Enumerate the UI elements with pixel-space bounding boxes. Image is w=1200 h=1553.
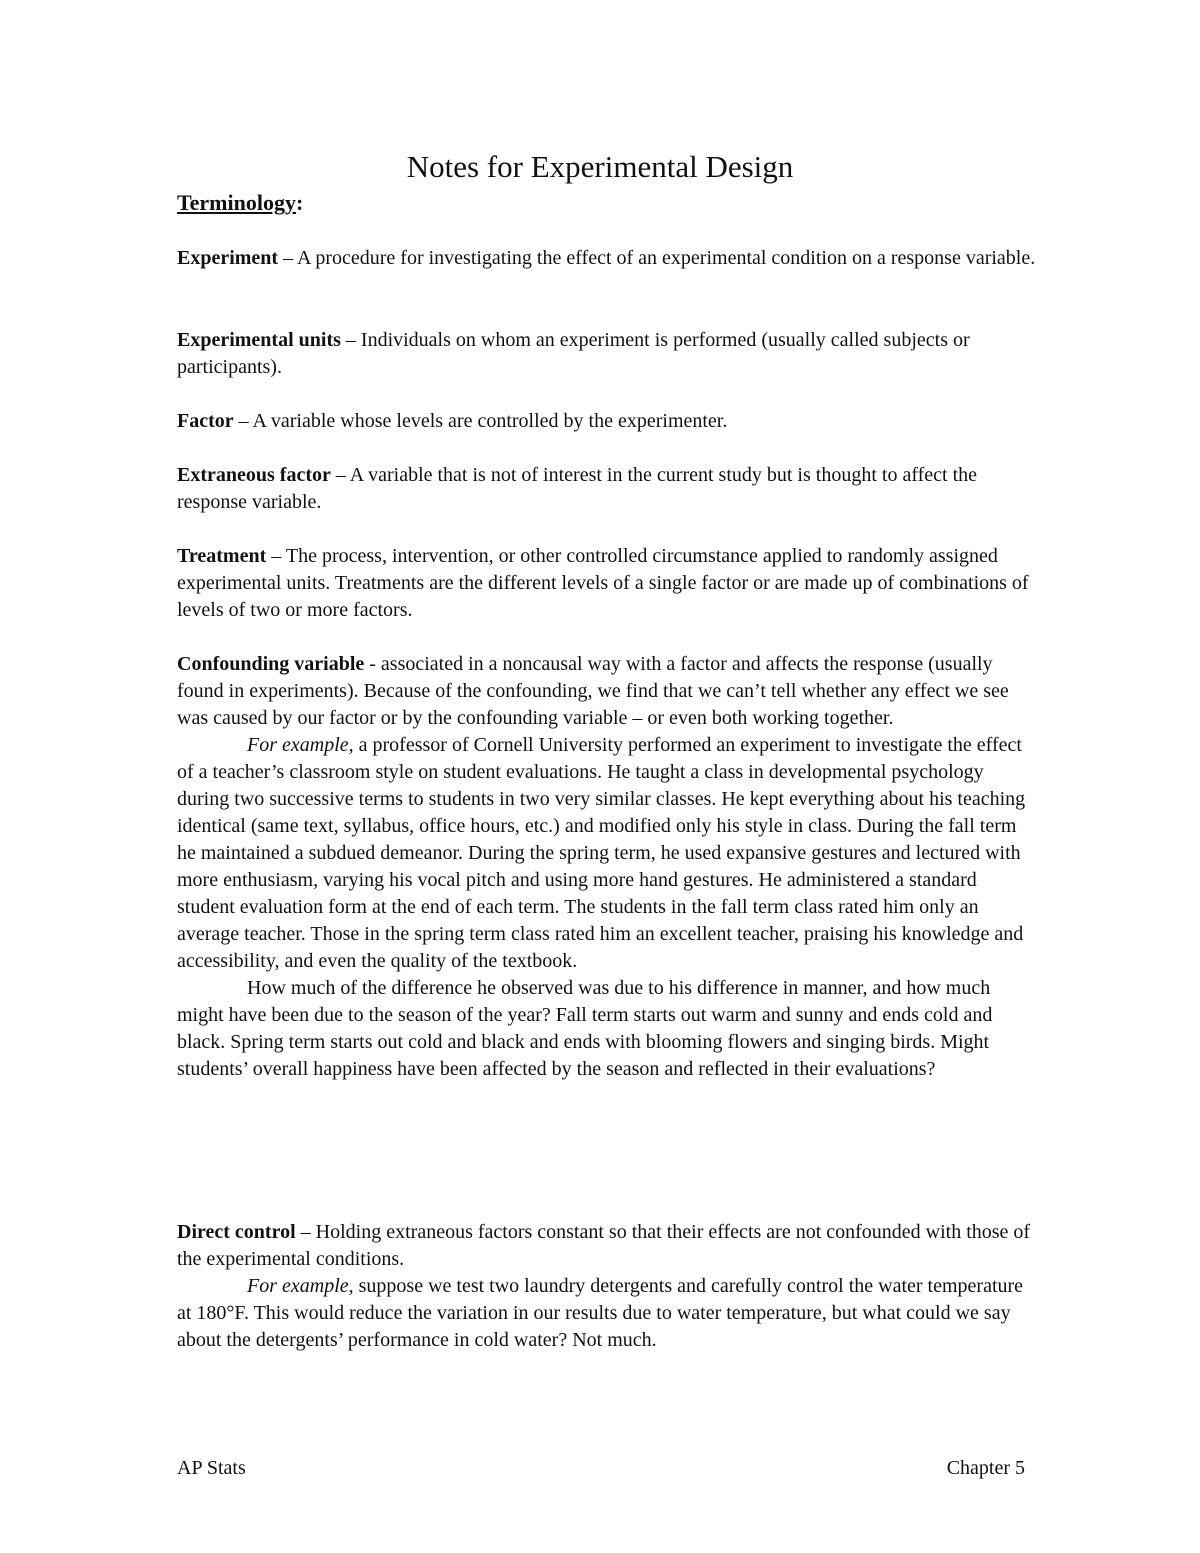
definition-treatment bbox=[177, 543, 1037, 624]
definition-factor bbox=[177, 408, 1037, 435]
definition-text: – A procedure for investigating the effect of an experimental condition on a response variable. bbox=[278, 247, 1036, 269]
definition-term: Extraneous factor bbox=[177, 464, 331, 486]
example-lead: For example bbox=[247, 734, 349, 756]
section-heading-colon: : bbox=[295, 190, 304, 215]
definition-term: Treatment bbox=[177, 545, 267, 567]
definition-text: – Holding extraneous factors constant so that their effects are not confounded with those of the experimental conditions. bbox=[177, 1221, 1031, 1270]
definition-term: Experiment bbox=[177, 247, 279, 269]
definition-direct-control bbox=[177, 1219, 1037, 1354]
definition-term: Direct control bbox=[177, 1221, 296, 1243]
definition-confounding-variable bbox=[177, 651, 1037, 1083]
page-title: Notes for Experimental Design bbox=[406, 149, 794, 184]
example-text: , a professor of Cornell University performed an experiment to investigate the effect of a teacher’s classroom style on student evaluations. He taught a class in developmental psychology during two successive terms to students in two very similar classes. He kept everything about his teaching identical (same text, syllabus, office hours, etc.) and modified only his style in class. During the fall term he maintained a subdued demeanor. During the spring term, he used expansive gestures and lectured with more enthusiasm, varying his vocal pitch and using more hand gestures. He administered a standard student evaluation form at the end of each term. The students in the fall term class rated him only an average teacher. Those in the spring term class rated him an excellent teacher, praising his knowledge and accessibility, and even the quality of the textbook. bbox=[177, 734, 1026, 972]
section-heading bbox=[177, 188, 303, 218]
section-heading-text: Terminology bbox=[177, 190, 296, 215]
definition-term: Confounding variable bbox=[177, 653, 365, 675]
definition-term: Factor bbox=[177, 410, 234, 432]
example-paragraph bbox=[177, 1273, 1037, 1354]
footer-chapter: Chapter 5 bbox=[946, 1457, 1025, 1479]
example-paragraph bbox=[177, 732, 1037, 975]
definition-text: – A variable that is not of interest in the current study but is thought to affect the response variable. bbox=[177, 464, 978, 513]
definition-text: – A variable whose levels are controlled by the experimenter. bbox=[233, 410, 728, 432]
example-lead: For example bbox=[247, 1275, 349, 1297]
definition-term: Experimental units bbox=[177, 329, 341, 351]
definition-text: - associated in a noncausal way with a factor and affects the response (usually found in experiments). Because of the confounding, we find that we can’t tell whether any effect we see was caused by our factor or by the confounding variable – or even both working together. bbox=[177, 653, 1009, 729]
definition-experiment bbox=[177, 245, 1037, 272]
definition-extraneous-factor bbox=[177, 462, 1037, 516]
definition-text: – The process, intervention, or other controlled circumstance applied to randomly assigned experimental units. Treatments are the different levels of a single factor or are made up of combinations of levels of two or more factors. bbox=[177, 545, 1029, 621]
followup-paragraph: How much of the difference he observed was due to his difference in manner, and how much might have been due to the season of the year? Fall term starts out warm and sunny and ends cold and black. Spring term starts out cold and black and ends with blooming flowers and singing birds. Might students’ overall happiness have been affected by the season and reflected in their evaluations? bbox=[177, 977, 993, 1080]
example-text: , suppose we test two laundry detergents and carefully control the water temperature at 180°F. This would reduce the variation in our results due to water temperature, but what could we say about the detergents’ performance in cold water? Not much. bbox=[177, 1275, 1024, 1351]
definition-text: – Individuals on whom an experiment is performed (usually called subjects or participants). bbox=[177, 329, 970, 378]
footer-course: AP Stats bbox=[177, 1457, 246, 1479]
definition-experimental-units bbox=[177, 327, 1037, 381]
